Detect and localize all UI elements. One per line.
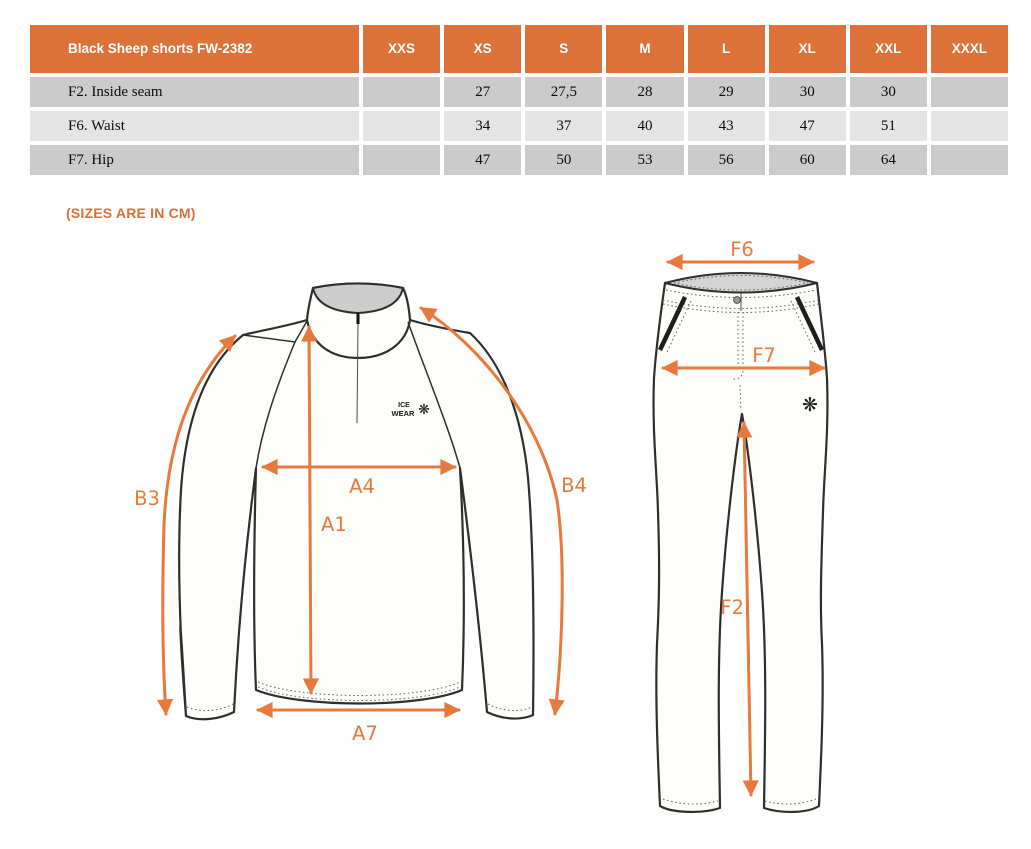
measurement-value-cell: 27,5 bbox=[525, 77, 602, 107]
size-column-header: XXL bbox=[850, 25, 927, 73]
measurement-value-cell: 60 bbox=[769, 145, 846, 175]
measurement-value-cell: 27 bbox=[444, 77, 521, 107]
snowflake-icon: ❋ bbox=[418, 401, 430, 417]
pants-button bbox=[734, 297, 741, 304]
size-column-header: S bbox=[525, 25, 602, 73]
icewear-logo-line1: ICE bbox=[398, 402, 410, 409]
measurement-value-cell: 43 bbox=[688, 111, 765, 141]
measurement-value-cell: 34 bbox=[444, 111, 521, 141]
measurement-value-cell bbox=[931, 111, 1008, 141]
shirt-outline bbox=[179, 284, 533, 720]
size-table bbox=[30, 25, 1008, 179]
pants-diagram bbox=[654, 238, 828, 812]
shirt-diagram bbox=[134, 284, 587, 746]
measurement-label-b3: B3 bbox=[134, 487, 160, 510]
measurement-value-cell: 51 bbox=[850, 111, 927, 141]
measurement-value-cell: 40 bbox=[606, 111, 683, 141]
sizes-unit-note: (SIZES ARE IN CM) bbox=[66, 205, 196, 221]
measurement-value-cell: 56 bbox=[688, 145, 765, 175]
measurement-label-f6: F6 bbox=[730, 238, 754, 261]
size-column-header: XL bbox=[769, 25, 846, 73]
size-column-header: M bbox=[606, 25, 683, 73]
measurement-value-cell: 50 bbox=[525, 145, 602, 175]
measurement-value-cell: 64 bbox=[850, 145, 927, 175]
measurement-value-cell bbox=[931, 77, 1008, 107]
size-column-header: L bbox=[688, 25, 765, 73]
measurement-row bbox=[30, 77, 1008, 107]
measurement-arrow-f2 bbox=[744, 423, 751, 795]
size-column-header: XS bbox=[444, 25, 521, 73]
measurement-row bbox=[30, 111, 1008, 141]
measurement-value-cell: 30 bbox=[850, 77, 927, 107]
measurement-label-f2: F2 bbox=[720, 596, 744, 619]
table-header-row bbox=[30, 25, 1008, 73]
measurement-label-b4: B4 bbox=[561, 474, 587, 497]
measurement-value-cell: 47 bbox=[444, 145, 521, 175]
measurement-value-cell: 37 bbox=[525, 111, 602, 141]
size-column-header: XXXL bbox=[931, 25, 1008, 73]
measurement-label-a4: A4 bbox=[349, 475, 375, 498]
measurement-value-cell: 47 bbox=[769, 111, 846, 141]
measurement-label-cell: F2. Inside seam bbox=[30, 77, 359, 107]
measurement-value-cell: 30 bbox=[769, 77, 846, 107]
table-title-cell: Black Sheep shorts FW-2382 bbox=[30, 25, 359, 73]
measurement-label-f7: F7 bbox=[752, 344, 776, 367]
size-column-header: XXS bbox=[363, 25, 440, 73]
measurement-label-cell: F6. Waist bbox=[30, 111, 359, 141]
measurement-value-cell: 29 bbox=[688, 77, 765, 107]
measurement-label-a7: A7 bbox=[352, 722, 378, 745]
measurement-value-cell bbox=[931, 145, 1008, 175]
measurement-value-cell bbox=[363, 77, 440, 107]
measurement-row bbox=[30, 145, 1008, 175]
table-body bbox=[30, 77, 1008, 175]
measurement-value-cell: 28 bbox=[606, 77, 683, 107]
pants-snowflake-icon: ❋ bbox=[802, 395, 818, 416]
pants-outline bbox=[654, 278, 828, 812]
measurement-label-cell: F7. Hip bbox=[30, 145, 359, 175]
measurement-label-a1: A1 bbox=[321, 513, 347, 536]
measurement-value-cell bbox=[363, 145, 440, 175]
measurement-value-cell: 53 bbox=[606, 145, 683, 175]
icewear-logo-line2: WEAR bbox=[391, 409, 415, 418]
measurement-value-cell bbox=[363, 111, 440, 141]
measurement-arrow-a1 bbox=[309, 327, 311, 693]
